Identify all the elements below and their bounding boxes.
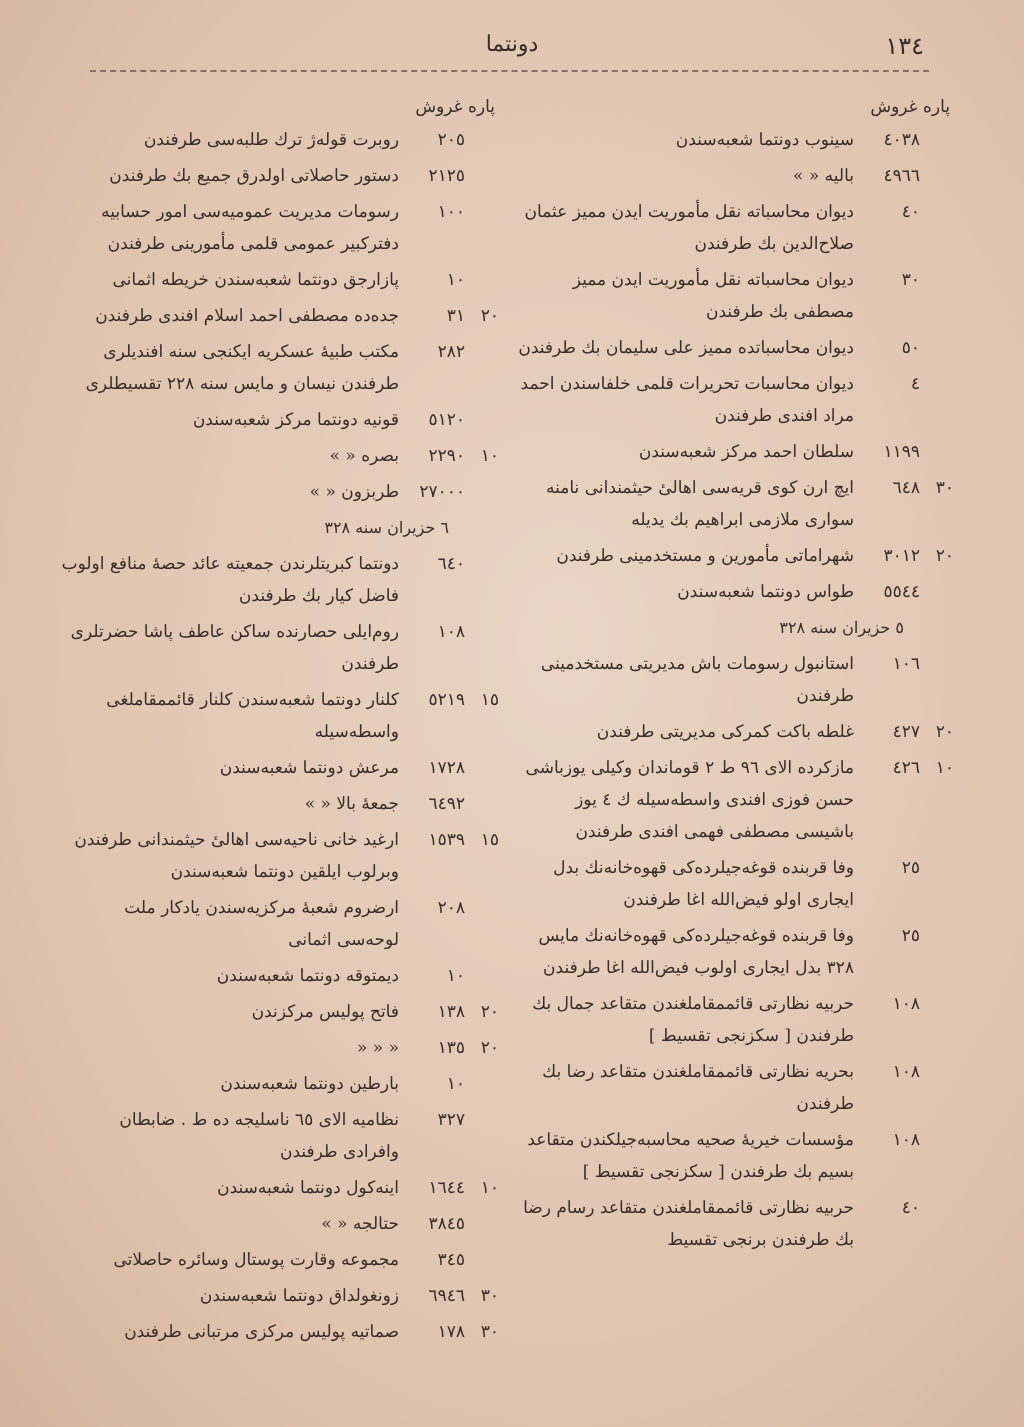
entry-description: روم‌ایلی حصارنده ساکن عاطف پاشا حضرتلری طرفندن — [70, 622, 399, 674]
entry-description: حربیه نظارتی قائممقاملغندن متقاعد جمال بك طرفندن [ سکزنجی تقسیط ] — [532, 994, 854, 1046]
para-value: ٣٠ — [935, 478, 954, 498]
entry-amount — [405, 1172, 499, 1204]
kurus-value: ١١٩٩ — [883, 442, 920, 462]
ledger-entry — [59, 160, 499, 192]
kurus-value: ١٠٦ — [892, 654, 920, 674]
entry-amount — [405, 160, 499, 192]
entry-amount — [405, 752, 499, 784]
ledger-entry — [514, 540, 954, 572]
para-value — [475, 1104, 499, 1136]
para-value — [930, 1124, 954, 1156]
para-value — [475, 476, 499, 508]
ledger-entry — [514, 1056, 954, 1120]
ledger-entry — [59, 1104, 499, 1168]
ledger-entry — [59, 1280, 499, 1312]
kurus-value: ٢٧٠٠٠ — [419, 482, 465, 502]
entry-description: بالیه « » — [793, 166, 854, 186]
para-value — [930, 1192, 954, 1224]
ledger-entry — [59, 512, 499, 544]
entry-amount — [860, 124, 954, 156]
kurus-value: ٥٥٤٤ — [883, 582, 920, 602]
entry-description: حتالجه « » — [321, 1214, 399, 1234]
left-column — [59, 90, 499, 1420]
para-value — [475, 404, 499, 436]
left-column-heading: پاره غروش — [415, 97, 495, 117]
para-value: ٣٠ — [480, 1322, 499, 1342]
ledger-entry — [59, 788, 499, 820]
kurus-value: ١٠ — [446, 270, 465, 290]
kurus-value: ٥٢١٩ — [428, 690, 465, 710]
entry-description: رسومات مدیریت عمومیه‌سی امور حسابیه دفترکبیر عمومی قلمی مأمورینی طرفندن — [101, 202, 399, 254]
para-value — [930, 988, 954, 1020]
entry-description: ارغید خانی ناحیه‌سی اهالیٔ حیثمندانی طرفندن وبرلوب ایلقین دونتما شعبه‌سندن — [74, 830, 399, 882]
kurus-value: ١٠٨ — [892, 994, 920, 1014]
entry-description: اینه‌کول دونتما شعبه‌سندن — [217, 1178, 399, 1198]
entry-description: حربیه نظارتی قائممقاملغندن متقاعد رسام رضا بك طرفندن برنجی تقسیط — [523, 1198, 854, 1250]
ledger-entry — [514, 988, 954, 1052]
ledger-entry — [59, 752, 499, 784]
para-value — [475, 960, 499, 992]
date-line: ٦ حزیران سنه ٣٢٨ — [324, 518, 449, 537]
entry-amount — [860, 988, 954, 1020]
ledger-entry — [59, 124, 499, 156]
kurus-value: ٢٨٢ — [437, 342, 465, 362]
entry-description: مؤسسات خیریهٔ صحیه محاسبه‌جیلکندن متقاعد بسیم بك طرفندن [ سکزنجی تقسیط ] — [527, 1130, 854, 1182]
ledger-entry — [514, 648, 954, 712]
kurus-value: ٢٠٨ — [437, 898, 465, 918]
entry-amount — [405, 684, 499, 716]
para-value — [475, 264, 499, 296]
entry-description: فاتح پولیس مرکزندن — [251, 1002, 399, 1022]
kurus-value: ٣٠١٢ — [883, 546, 920, 566]
right-column-heading: پاره غروش — [870, 97, 950, 117]
kurus-value: ٤٠ — [901, 1198, 920, 1218]
entry-description: مجموعه وقارت پوستال وسائره حاصلاتی — [113, 1250, 399, 1270]
kurus-value: ٢٠٥ — [437, 130, 465, 150]
kurus-value: ٦٤٨ — [892, 478, 920, 498]
entry-amount — [860, 436, 954, 468]
kurus-value: ١٥٣٩ — [428, 830, 465, 850]
entry-amount — [860, 920, 954, 952]
para-value — [475, 1068, 499, 1100]
entry-amount — [405, 996, 499, 1028]
ledger-entry — [514, 1124, 954, 1188]
kurus-value: ٢٥ — [901, 858, 920, 878]
entry-amount — [405, 124, 499, 156]
kurus-value: ١٣٥ — [437, 1038, 465, 1058]
para-value — [475, 336, 499, 368]
ledger-entry — [514, 920, 954, 984]
entry-amount — [405, 1068, 499, 1100]
entry-description: استانبول رسومات باش مدیریتی مستخدمینی طرفندن — [540, 654, 854, 706]
ledger-entry — [59, 616, 499, 680]
ledger-entry — [59, 1172, 499, 1204]
entry-description: ایچ ارن کوی قریه‌سی اهالیٔ حیثمندانی نامنه سواری ملازمی ابراهیم بك یدیله — [546, 478, 854, 530]
ledger-entry — [59, 1068, 499, 1100]
ledger-entry — [514, 196, 954, 260]
para-value — [475, 548, 499, 580]
ledger-entry — [59, 196, 499, 260]
entry-description: غلطه باکت کمرکی مدیریتی طرفندن — [596, 722, 854, 742]
entry-amount — [405, 1280, 499, 1312]
kurus-value: ١٠٨ — [437, 622, 465, 642]
kurus-value: ٤٠ — [901, 202, 920, 222]
ledger-entry — [59, 684, 499, 748]
right-column — [514, 90, 954, 1420]
ledger-entry — [59, 476, 499, 508]
kurus-value: ٥١٢٠ — [428, 410, 465, 430]
kurus-value: ١٧٨ — [437, 1322, 465, 1342]
ledger-entry — [514, 612, 954, 644]
para-value: ١٥ — [480, 690, 499, 710]
header-rule — [90, 70, 929, 72]
entry-amount — [860, 472, 954, 504]
kurus-value: ٤٢٧ — [892, 722, 920, 742]
entry-description: مازکرده الای ٩٦ ط ٢ قوماندان وکیلی یوزباشی حسن فوزی افندی واسطه‌سیله ك ٤ یوز باشیسی مصطفی فهمی افندی طرفندن — [525, 758, 854, 842]
entry-description: دیوان محاسباته نقل مأموریت ایدن ممیز مصطفی بك طرفندن — [572, 270, 854, 322]
entry-amount — [860, 196, 954, 228]
kurus-value: ٣٨٤٥ — [428, 1214, 465, 1234]
kurus-value: ٦٤٠ — [437, 554, 465, 574]
entry-description: دیوان محاسباته نقل مأموریت ایدن ممیز عثمان صلاح‌الدین بك طرفندن — [524, 202, 854, 254]
para-value — [475, 892, 499, 924]
entry-description: سینوب دونتما شعبه‌سندن — [675, 130, 854, 150]
entry-description: نظامیه الای ٦٥ ناسلیجه ده ط . ضابطان وافرادی طرفندن — [119, 1110, 399, 1162]
ledger-entry — [514, 752, 954, 848]
para-value — [475, 616, 499, 648]
entry-amount — [405, 960, 499, 992]
entry-description: بصره « » — [329, 446, 399, 466]
ledger-entry — [514, 852, 954, 916]
para-value — [475, 752, 499, 784]
entry-description: شهراماتی مأمورین و مستخدمینی طرفندن — [556, 546, 854, 566]
entry-amount — [405, 404, 499, 436]
kurus-value: ٢٢٩٠ — [428, 446, 465, 466]
para-value: ٢٠ — [935, 722, 954, 742]
kurus-value: ١٠ — [446, 966, 465, 986]
para-value — [930, 576, 954, 608]
entry-amount — [405, 892, 499, 924]
para-value — [930, 920, 954, 952]
entry-description: دیمتوقه دونتما شعبه‌سندن — [216, 966, 399, 986]
entry-description: جده‌ده مصطفی احمد اسلام افندی طرفندن — [95, 306, 399, 326]
kurus-value: ١٠٨ — [892, 1062, 920, 1082]
entry-description: طواس دونتما شعبه‌سندن — [677, 582, 854, 602]
kurus-value: ١٧٢٨ — [428, 758, 465, 778]
entry-amount — [405, 616, 499, 648]
para-value — [475, 1208, 499, 1240]
entry-description: دیوان محاسبات تحریرات قلمی خلفاسندن احمد مراد افندی طرفندن — [520, 374, 854, 426]
left-column-rows — [59, 124, 499, 1348]
ledger-entry — [514, 576, 954, 608]
ledger-entry — [59, 336, 499, 400]
entry-description: قونیه دونتما مرکز شعبه‌سندن — [192, 410, 399, 430]
entry-amount — [405, 264, 499, 296]
entry-amount — [405, 824, 499, 856]
kurus-value: ١٠٨ — [892, 1130, 920, 1150]
ledger-entry — [59, 440, 499, 472]
entry-amount — [405, 336, 499, 368]
entry-amount — [860, 576, 954, 608]
para-value: ٢٠ — [935, 546, 954, 566]
para-value — [475, 124, 499, 156]
page-header — [80, 32, 944, 68]
entry-amount — [860, 1192, 954, 1224]
ledger-entry — [59, 548, 499, 612]
kurus-value: ١٦٤٤ — [428, 1178, 465, 1198]
para-value: ٢٠ — [480, 306, 499, 326]
ledger-entry — [59, 300, 499, 332]
entry-description: دستور حاصلاتی اولدرق جمیع بك طرفندن — [109, 166, 399, 186]
entry-description: بارطین دونتما شعبه‌سندن — [220, 1074, 399, 1094]
page-number: ١٣٤ — [885, 32, 924, 60]
entry-amount — [405, 1244, 499, 1276]
entry-amount — [405, 788, 499, 820]
entry-description: دیوان محاسباتده ممیز علی سلیمان بك طرفندن — [518, 338, 854, 358]
ledger-entry — [514, 472, 954, 536]
date-line: ٥ حزیران سنه ٣٢٨ — [779, 618, 904, 637]
kurus-value: ٥٠ — [901, 338, 920, 358]
entry-description: روبرت قوله‌ژ ترك طلبه‌سی طرفندن — [143, 130, 399, 150]
kurus-value: ٣١ — [446, 306, 465, 326]
ledger-entry — [514, 368, 954, 432]
entry-description: وفا قربنده قوغه‌جیلرده‌کی قهوه‌خانه‌نك مایس ٣٢٨ بدل ایجاری اولوب فیض‌الله اغا طرفندن — [538, 926, 854, 978]
ledger-entry — [59, 824, 499, 888]
entry-amount — [860, 716, 954, 748]
ledger-entry — [59, 1316, 499, 1348]
para-value — [930, 264, 954, 296]
entry-description: سلطان احمد مرکز شعبه‌سندن — [638, 442, 854, 462]
kurus-value: ٤٢٦ — [892, 758, 920, 778]
entry-description: جمعهٔ بالا « » — [304, 794, 399, 814]
ledger-entry — [514, 716, 954, 748]
entry-description: وفا قربنده قوغه‌جیلرده‌کی قهوه‌خانه‌نك بدل ایجاری اولو فیض‌الله اغا طرفندن — [553, 858, 854, 910]
para-value — [930, 436, 954, 468]
entry-amount — [860, 368, 954, 400]
entry-amount — [405, 1032, 499, 1064]
entry-amount — [405, 440, 499, 472]
para-value — [475, 1244, 499, 1276]
kurus-value: ٦٩٤٦ — [428, 1286, 465, 1306]
entry-description: ارضروم شعبهٔ مرکزیه‌سندن یادکار ملت لوحه‌سی اثمانی — [124, 898, 399, 950]
running-title: دونتما — [485, 32, 539, 57]
para-value — [475, 196, 499, 228]
kurus-value: ٤ — [910, 374, 920, 394]
para-value — [475, 160, 499, 192]
entry-amount — [405, 196, 499, 228]
entry-description: صماتیه پولیس مرکزی مرتبانی طرفندن — [124, 1322, 399, 1342]
ledger-entry — [514, 332, 954, 364]
ledger-entry — [59, 996, 499, 1028]
entry-amount — [405, 300, 499, 332]
para-value — [930, 332, 954, 364]
para-value — [930, 196, 954, 228]
entry-amount — [860, 540, 954, 572]
para-value — [930, 160, 954, 192]
ledger-entry — [59, 892, 499, 956]
entry-description: مرعش دونتما شعبه‌سندن — [219, 758, 399, 778]
para-value — [475, 788, 499, 820]
kurus-value: ٤٠٣٨ — [883, 130, 920, 150]
para-value — [930, 124, 954, 156]
entry-amount — [860, 1056, 954, 1088]
kurus-value: ٢١٢٥ — [428, 166, 465, 186]
para-value — [930, 1056, 954, 1088]
para-value: ٢٠ — [480, 1038, 499, 1058]
para-value — [930, 368, 954, 400]
ledger-entry — [514, 1192, 954, 1256]
kurus-value: ١٣٨ — [437, 1002, 465, 1022]
entry-amount — [860, 160, 954, 192]
entry-description: مکتب طبیهٔ عسکریه ایکنجی سنه افندیلری طرفندن نیسان و مایس سنه ٢٢٨ تقسیطلری — [85, 342, 399, 394]
ledger-entry — [514, 160, 954, 192]
kurus-value: ١٠ — [446, 1074, 465, 1094]
kurus-value: ١٠٠ — [437, 202, 465, 222]
kurus-value: ٣٢٧ — [437, 1110, 465, 1130]
entry-amount — [860, 752, 954, 784]
para-value: ٣٠ — [480, 1286, 499, 1306]
ledger-entry — [59, 960, 499, 992]
entry-description: دونتما کبریتلرندن جمعیته عائد حصهٔ منافع اولوب فاضل کیار بك طرفندن — [61, 554, 399, 606]
ledger-entry — [59, 404, 499, 436]
para-value: ١٥ — [480, 830, 499, 850]
entry-amount — [860, 1124, 954, 1156]
right-column-rows — [514, 124, 954, 1256]
entry-amount — [405, 1208, 499, 1240]
entry-amount — [860, 648, 954, 680]
entry-amount — [405, 1104, 499, 1136]
para-value: ٢٠ — [480, 1002, 499, 1022]
entry-description: کلنار دونتما شعبه‌سندن کلنار قائممقاملغی واسطه‌سیله — [106, 690, 399, 742]
entry-amount — [405, 476, 499, 508]
kurus-value: ٤٩٦٦ — [883, 166, 920, 186]
ledger-entry — [59, 1244, 499, 1276]
entry-description: طربزون « » — [309, 482, 399, 502]
ledger-entry — [514, 124, 954, 156]
kurus-value: ٢٥ — [901, 926, 920, 946]
kurus-value: ٣٠ — [901, 270, 920, 290]
entry-description: بحریه نظارتی قائممقاملغندن متقاعد رضا بك طرفندن — [542, 1062, 854, 1114]
para-value — [930, 648, 954, 680]
entry-description: پازارجق دونتما شعبه‌سندن خریطه اثمانی — [112, 270, 399, 290]
entry-description: زونغولداق دونتما شعبه‌سندن — [199, 1286, 399, 1306]
ledger-entry — [514, 264, 954, 328]
entry-description: « « « — [356, 1038, 399, 1058]
ledger-entry — [59, 264, 499, 296]
para-value — [930, 852, 954, 884]
entry-amount — [405, 548, 499, 580]
kurus-value: ٣٤٥ — [437, 1250, 465, 1270]
para-value: ١٠ — [935, 758, 954, 778]
ledger-entry — [514, 436, 954, 468]
entry-amount — [405, 1316, 499, 1348]
para-value: ١٠ — [480, 446, 499, 466]
para-value: ١٠ — [480, 1178, 499, 1198]
ledger-entry — [59, 1032, 499, 1064]
kurus-value: ٦٤٩٢ — [428, 794, 465, 814]
entry-amount — [860, 332, 954, 364]
entry-amount — [860, 264, 954, 296]
ledger-entry — [59, 1208, 499, 1240]
entry-amount — [860, 852, 954, 884]
